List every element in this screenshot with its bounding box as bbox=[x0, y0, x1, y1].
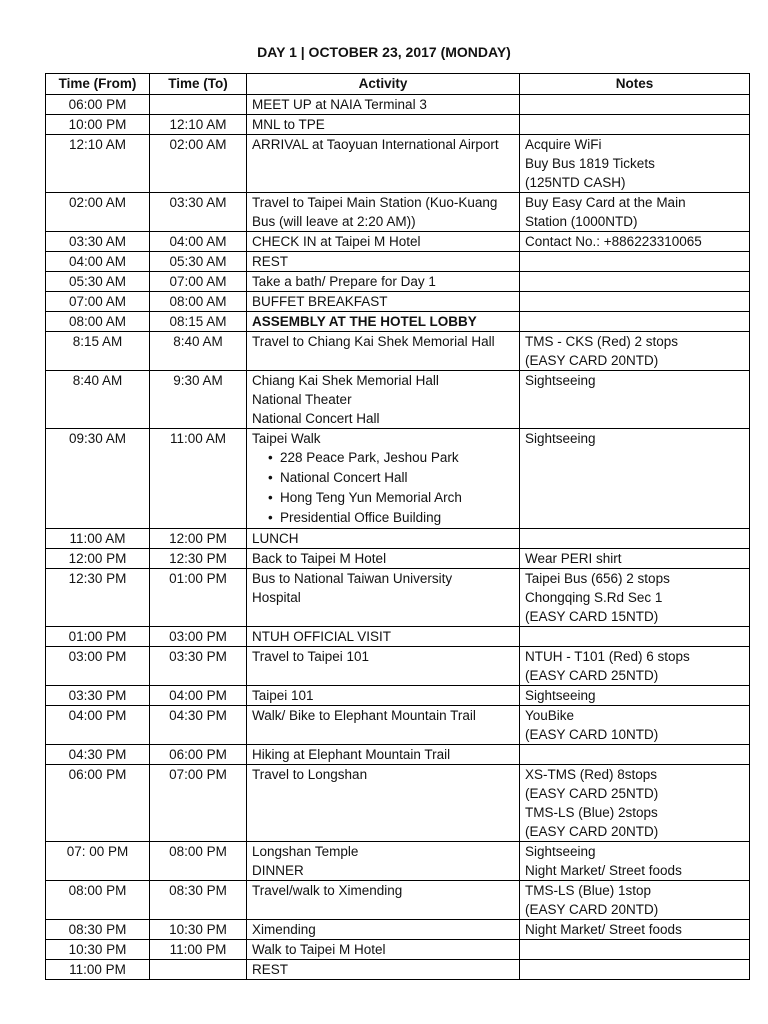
activity-text: Ximending bbox=[252, 922, 316, 937]
note-text: Sightseeing bbox=[525, 688, 596, 703]
note-text: (EASY CARD 25NTD) bbox=[525, 668, 659, 683]
notes-cell bbox=[520, 881, 750, 920]
activity-text: Travel to Taipei Main Station (Kuo-Kuang bbox=[252, 195, 498, 210]
note-text: (EASY CARD 25NTD) bbox=[525, 786, 659, 801]
activity-text: National Concert Hall bbox=[252, 411, 380, 426]
note-text: Contact No.: +886223310065 bbox=[525, 234, 702, 249]
note-text: Chongqing S.Rd Sec 1 bbox=[525, 590, 663, 605]
activity-cell bbox=[247, 881, 520, 920]
table-row bbox=[46, 193, 750, 232]
note-text: TMS-LS (Blue) 2stops bbox=[525, 805, 658, 820]
time-to-cell: 05:30 AM bbox=[150, 252, 247, 272]
note-text: Sightseeing bbox=[525, 844, 596, 859]
activity-cell bbox=[247, 745, 520, 765]
activity-cell bbox=[247, 371, 520, 429]
notes-cell bbox=[520, 115, 750, 135]
note-text: Acquire WiFi bbox=[525, 137, 602, 152]
list-item bbox=[268, 448, 514, 468]
activity-text: Back to Taipei M Hotel bbox=[252, 551, 387, 566]
time-from-cell: 11:00 AM bbox=[46, 529, 150, 549]
table-row bbox=[46, 881, 750, 920]
activity-bullet-list bbox=[252, 448, 514, 528]
activity-cell bbox=[247, 549, 520, 569]
activity-cell bbox=[247, 95, 520, 115]
notes-cell bbox=[520, 960, 750, 980]
time-to-cell: 03:30 AM bbox=[150, 193, 247, 232]
activity-cell bbox=[247, 232, 520, 252]
time-from-cell: 10:30 PM bbox=[46, 940, 150, 960]
note-text: (EASY CARD 20NTD) bbox=[525, 353, 659, 368]
notes-cell bbox=[520, 647, 750, 686]
bullet-text: Presidential Office Building bbox=[280, 510, 442, 525]
time-to-cell: 10:30 PM bbox=[150, 920, 247, 940]
activity-text: Bus (will leave at 2:20 AM)) bbox=[252, 214, 416, 229]
table-row bbox=[46, 569, 750, 627]
time-to-cell: 02:00 AM bbox=[150, 135, 247, 193]
table-row bbox=[46, 272, 750, 292]
activity-text: MEET UP at NAIA Terminal 3 bbox=[252, 97, 427, 112]
table-row bbox=[46, 371, 750, 429]
activity-text: REST bbox=[252, 962, 289, 977]
time-to-cell: 08:00 PM bbox=[150, 842, 247, 881]
activity-text: Walk to Taipei M Hotel bbox=[252, 942, 386, 957]
activity-text: REST bbox=[252, 254, 289, 269]
activity-text: Hiking at Elephant Mountain Trail bbox=[252, 747, 451, 762]
activity-cell bbox=[247, 706, 520, 745]
table-row bbox=[46, 292, 750, 312]
time-to-cell: 06:00 PM bbox=[150, 745, 247, 765]
time-to-cell: 08:30 PM bbox=[150, 881, 247, 920]
time-from-cell: 02:00 AM bbox=[46, 193, 150, 232]
notes-cell bbox=[520, 920, 750, 940]
itinerary-table bbox=[45, 73, 750, 980]
time-from-cell: 08:30 PM bbox=[46, 920, 150, 940]
time-to-cell: 03:00 PM bbox=[150, 627, 247, 647]
table-row bbox=[46, 765, 750, 842]
time-from-cell: 04:00 PM bbox=[46, 706, 150, 745]
time-from-cell: 04:00 AM bbox=[46, 252, 150, 272]
table-row bbox=[46, 332, 750, 371]
notes-cell bbox=[520, 940, 750, 960]
time-from-cell: 03:30 PM bbox=[46, 686, 150, 706]
activity-cell bbox=[247, 960, 520, 980]
notes-cell bbox=[520, 706, 750, 745]
time-from-cell: 04:30 PM bbox=[46, 745, 150, 765]
bullet-text: National Concert Hall bbox=[280, 470, 408, 485]
activity-text: Taipei 101 bbox=[252, 688, 314, 703]
activity-text: Take a bath/ Prepare for Day 1 bbox=[252, 274, 436, 289]
table-row bbox=[46, 706, 750, 745]
table-row bbox=[46, 232, 750, 252]
notes-cell bbox=[520, 765, 750, 842]
notes-cell bbox=[520, 842, 750, 881]
notes-cell bbox=[520, 745, 750, 765]
activity-text: Longshan Temple bbox=[252, 844, 359, 859]
bullet-icon: • bbox=[268, 450, 273, 465]
activity-cell bbox=[247, 647, 520, 686]
note-text: TMS-LS (Blue) 1stop bbox=[525, 883, 652, 898]
table-row bbox=[46, 252, 750, 272]
notes-cell bbox=[520, 252, 750, 272]
activity-text: BUFFET BREAKFAST bbox=[252, 294, 388, 309]
notes-cell bbox=[520, 232, 750, 252]
note-text: Taipei Bus (656) 2 stops bbox=[525, 571, 670, 586]
note-text: (EASY CARD 15NTD) bbox=[525, 609, 659, 624]
time-from-cell: 09:30 AM bbox=[46, 429, 150, 529]
time-to-cell: 9:30 AM bbox=[150, 371, 247, 429]
time-from-cell: 01:00 PM bbox=[46, 627, 150, 647]
page-title: DAY 1 | OCTOBER 23, 2017 (MONDAY) bbox=[257, 44, 511, 60]
time-from-cell: 12:30 PM bbox=[46, 569, 150, 627]
note-text: (EASY CARD 10NTD) bbox=[525, 727, 659, 742]
activity-text: CHECK IN at Taipei M Hotel bbox=[252, 234, 421, 249]
table-row bbox=[46, 960, 750, 980]
header-time-to: Time (To) bbox=[150, 74, 247, 95]
time-to-cell: 11:00 AM bbox=[150, 429, 247, 529]
bullet-icon: • bbox=[268, 490, 273, 505]
notes-cell bbox=[520, 371, 750, 429]
table-row bbox=[46, 135, 750, 193]
bullet-text: Hong Teng Yun Memorial Arch bbox=[280, 490, 462, 505]
time-to-cell: 07:00 AM bbox=[150, 272, 247, 292]
table-row bbox=[46, 920, 750, 940]
activity-cell bbox=[247, 272, 520, 292]
time-to-cell: 12:00 PM bbox=[150, 529, 247, 549]
activity-cell bbox=[247, 429, 520, 529]
activity-cell bbox=[247, 940, 520, 960]
time-from-cell: 07: 00 PM bbox=[46, 842, 150, 881]
time-from-cell: 03:30 AM bbox=[46, 232, 150, 252]
activity-cell bbox=[247, 332, 520, 371]
time-from-cell: 12:10 AM bbox=[46, 135, 150, 193]
activity-cell bbox=[247, 842, 520, 881]
table-row bbox=[46, 627, 750, 647]
table-row bbox=[46, 745, 750, 765]
note-text: (EASY CARD 20NTD) bbox=[525, 824, 659, 839]
time-to-cell: 08:15 AM bbox=[150, 312, 247, 332]
notes-cell bbox=[520, 529, 750, 549]
activity-text: MNL to TPE bbox=[252, 117, 325, 132]
activity-text: Hospital bbox=[252, 590, 301, 605]
table-row bbox=[46, 429, 750, 529]
activity-cell bbox=[247, 569, 520, 627]
activity-cell bbox=[247, 529, 520, 549]
notes-cell bbox=[520, 292, 750, 312]
activity-cell bbox=[247, 627, 520, 647]
notes-cell bbox=[520, 332, 750, 371]
time-from-cell: 07:00 AM bbox=[46, 292, 150, 312]
table-row bbox=[46, 940, 750, 960]
notes-cell bbox=[520, 429, 750, 529]
note-text: Buy Bus 1819 Tickets bbox=[525, 156, 655, 171]
table-row bbox=[46, 549, 750, 569]
notes-cell bbox=[520, 193, 750, 232]
time-from-cell: 08:00 AM bbox=[46, 312, 150, 332]
time-from-cell: 08:00 PM bbox=[46, 881, 150, 920]
activity-cell bbox=[247, 193, 520, 232]
notes-cell bbox=[520, 549, 750, 569]
note-text: (125NTD CASH) bbox=[525, 175, 626, 190]
activity-cell bbox=[247, 920, 520, 940]
activity-text: Travel to Chiang Kai Shek Memorial Hall bbox=[252, 334, 495, 349]
notes-cell bbox=[520, 95, 750, 115]
note-text: TMS - CKS (Red) 2 stops bbox=[525, 334, 679, 349]
header-row bbox=[46, 74, 750, 95]
time-from-cell: 11:00 PM bbox=[46, 960, 150, 980]
note-text: NTUH - T101 (Red) 6 stops bbox=[525, 649, 690, 664]
activity-text: Taipei Walk bbox=[252, 431, 321, 446]
bullet-icon: • bbox=[268, 470, 273, 485]
time-to-cell: 07:00 PM bbox=[150, 765, 247, 842]
table-row bbox=[46, 529, 750, 549]
time-from-cell: 06:00 PM bbox=[46, 95, 150, 115]
activity-text: NTUH OFFICIAL VISIT bbox=[252, 629, 392, 644]
activity-cell bbox=[247, 135, 520, 193]
note-text: Night Market/ Street foods bbox=[525, 863, 682, 878]
time-to-cell: 08:00 AM bbox=[150, 292, 247, 312]
notes-cell bbox=[520, 569, 750, 627]
time-to-cell: 04:30 PM bbox=[150, 706, 247, 745]
notes-cell bbox=[520, 135, 750, 193]
bullet-text: 228 Peace Park, Jeshou Park bbox=[280, 450, 459, 465]
activity-text: LUNCH bbox=[252, 531, 299, 546]
header-notes: Notes bbox=[520, 74, 750, 95]
note-text: YouBike bbox=[525, 708, 575, 723]
table-row bbox=[46, 95, 750, 115]
activity-text: Travel/walk to Ximending bbox=[252, 883, 403, 898]
time-to-cell: 04:00 AM bbox=[150, 232, 247, 252]
notes-cell bbox=[520, 627, 750, 647]
table-row bbox=[46, 686, 750, 706]
time-from-cell: 06:00 PM bbox=[46, 765, 150, 842]
activity-text: Travel to Taipei 101 bbox=[252, 649, 370, 664]
time-to-cell bbox=[150, 95, 247, 115]
time-to-cell: 01:00 PM bbox=[150, 569, 247, 627]
activity-cell bbox=[247, 765, 520, 842]
note-text: Buy Easy Card at the Main bbox=[525, 195, 686, 210]
activity-cell bbox=[247, 686, 520, 706]
time-to-cell: 03:30 PM bbox=[150, 647, 247, 686]
activity-text: DINNER bbox=[252, 863, 304, 878]
note-text: Sightseeing bbox=[525, 373, 596, 388]
table-row bbox=[46, 647, 750, 686]
activity-text: Bus to National Taiwan University bbox=[252, 571, 453, 586]
time-from-cell: 12:00 PM bbox=[46, 549, 150, 569]
activity-text: Chiang Kai Shek Memorial Hall bbox=[252, 373, 439, 388]
note-text: Sightseeing bbox=[525, 431, 596, 446]
time-to-cell: 8:40 AM bbox=[150, 332, 247, 371]
activity-text: Walk/ Bike to Elephant Mountain Trail bbox=[252, 708, 476, 723]
list-item bbox=[268, 468, 514, 488]
time-to-cell: 04:00 PM bbox=[150, 686, 247, 706]
time-from-cell: 8:40 AM bbox=[46, 371, 150, 429]
note-text: (EASY CARD 20NTD) bbox=[525, 902, 659, 917]
activity-cell bbox=[247, 312, 520, 332]
list-item bbox=[268, 508, 514, 528]
time-from-cell: 03:00 PM bbox=[46, 647, 150, 686]
activity-cell bbox=[247, 252, 520, 272]
activity-text: ASSEMBLY AT THE HOTEL LOBBY bbox=[252, 314, 477, 329]
time-to-cell bbox=[150, 960, 247, 980]
bullet-icon: • bbox=[268, 510, 273, 525]
activity-text: Travel to Longshan bbox=[252, 767, 368, 782]
note-text: Wear PERI shirt bbox=[525, 551, 622, 566]
notes-cell bbox=[520, 272, 750, 292]
header-activity: Activity bbox=[247, 74, 520, 95]
time-from-cell: 10:00 PM bbox=[46, 115, 150, 135]
notes-cell bbox=[520, 686, 750, 706]
note-text: Station (1000NTD) bbox=[525, 214, 638, 229]
activity-text: ARRIVAL at Taoyuan International Airport bbox=[252, 137, 499, 152]
note-text: Night Market/ Street foods bbox=[525, 922, 682, 937]
time-to-cell: 11:00 PM bbox=[150, 940, 247, 960]
time-from-cell: 8:15 AM bbox=[46, 332, 150, 371]
notes-cell bbox=[520, 312, 750, 332]
table-row bbox=[46, 115, 750, 135]
activity-cell bbox=[247, 292, 520, 312]
itinerary-rows bbox=[46, 95, 750, 980]
time-to-cell: 12:10 AM bbox=[150, 115, 247, 135]
time-from-cell: 05:30 AM bbox=[46, 272, 150, 292]
table-row bbox=[46, 312, 750, 332]
header-time-from: Time (From) bbox=[46, 74, 150, 95]
note-text: XS-TMS (Red) 8stops bbox=[525, 767, 658, 782]
time-to-cell: 12:30 PM bbox=[150, 549, 247, 569]
table-row bbox=[46, 842, 750, 881]
list-item bbox=[268, 488, 514, 508]
activity-cell bbox=[247, 115, 520, 135]
activity-text: National Theater bbox=[252, 392, 352, 407]
